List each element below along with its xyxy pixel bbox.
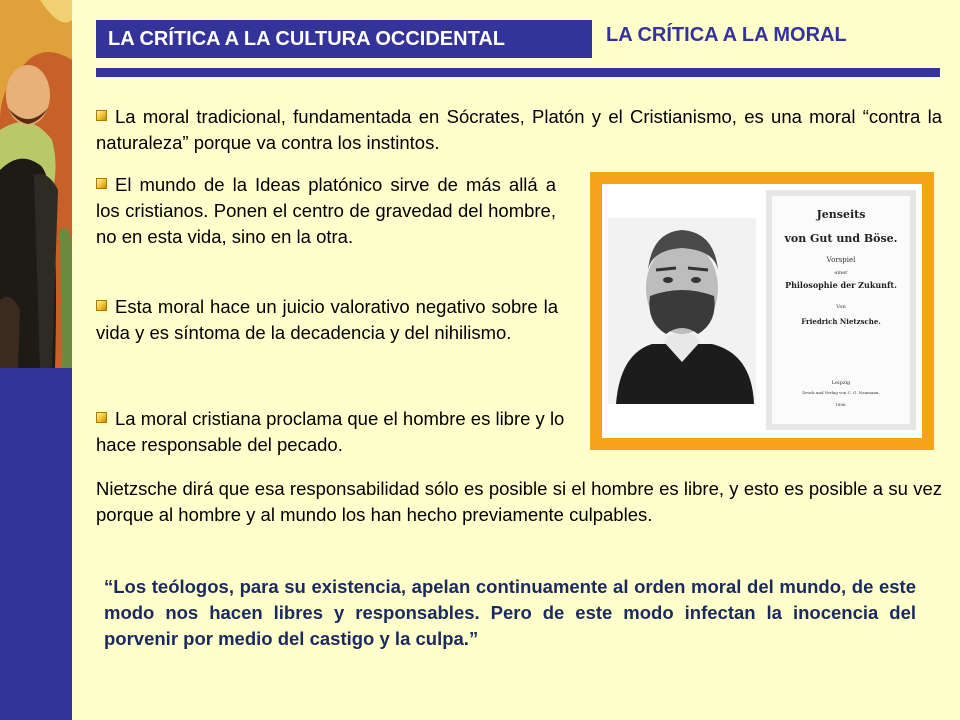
book-line-7: Friedrich Nietzsche. (801, 317, 881, 326)
book-line-10: 1886. (835, 402, 847, 407)
paragraph-text: El mundo de la Ideas platónico sirve de más allá a los cristianos. Ponen el centro de gravedad del hombre, no en esta vida, sino en la otra. (96, 174, 556, 247)
left-sidebar (0, 0, 72, 720)
bullet-icon (96, 178, 107, 189)
paragraph-value-judgment (96, 294, 558, 346)
paragraph-text: La moral cristiana proclama que el hombre es libre y lo hace responsable del pecado. (96, 408, 565, 455)
book-line-4: einer (834, 270, 848, 276)
paragraph-christian-moral (96, 406, 576, 458)
image-panel (602, 184, 922, 438)
paragraph-traditional-moral (96, 104, 942, 156)
paragraph-text: Esta moral hace un juicio valorativo negativo sobre la vida y es síntoma de la decadencia y del nihilismo. (96, 296, 558, 343)
image-frame (590, 172, 934, 450)
book-line-3: Vorspiel (826, 256, 856, 264)
painted-portrait (0, 0, 72, 368)
page-title: LA CRÍTICA A LA CULTURA OCCIDENTAL (96, 20, 592, 58)
nietzsche-photo-and-book (602, 184, 922, 438)
bullet-icon (96, 110, 107, 121)
paragraph-nietzsche-claim (96, 476, 942, 528)
photo-eye-left (663, 277, 673, 283)
photo-mustache (649, 290, 714, 334)
page-subtitle: LA CRÍTICA A LA MORAL (606, 24, 847, 46)
book-line-2: von Gut und Böse. (784, 232, 898, 245)
book-line-8: Leipzig (831, 380, 851, 386)
book-line-6: Von (836, 304, 846, 310)
paragraph-text: Nietzsche dirá que esa responsabilidad sólo es posible si el hombre es libre, y esto es posible a su vez porque al hombre y al mundo los han hecho previamente culpables. (96, 478, 942, 525)
book-line-1: Jenseits (816, 208, 866, 221)
paragraph-world-of-ideas (96, 172, 556, 250)
bullet-icon (96, 412, 107, 423)
book-line-5: Philosophie der Zukunft. (785, 280, 897, 290)
photo-eye-right (691, 277, 701, 283)
bullet-icon (96, 300, 107, 311)
paragraph-text: La moral tradicional, fundamentada en Sócrates, Platón y el Cristianismo, es una moral “contra la naturaleza” porque va contra los instintos. (96, 106, 942, 153)
title-rule (96, 68, 940, 77)
nietzsche-quote: “Los teólogos, para su existencia, apelan continuamente al orden moral del mundo, de este modo nos hacen libres y responsables. Pero de este modo infectan la inocencia del porvenir por medio del castigo y la culpa.” (104, 576, 916, 649)
book-line-9: Druck und Verlag von C. G. Naumann. (802, 390, 880, 395)
